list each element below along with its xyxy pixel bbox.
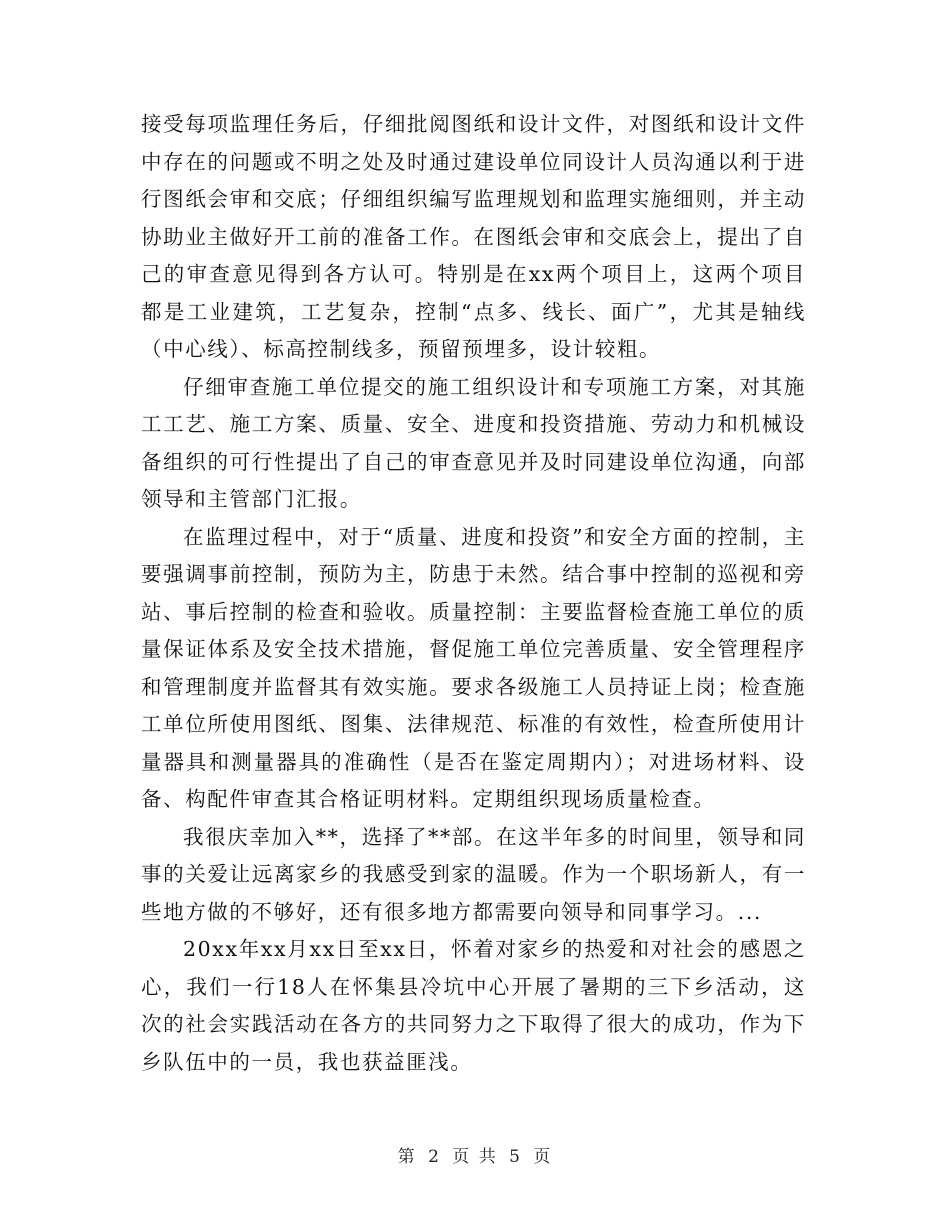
paragraph-supervision-control: 在监理过程中，对于“质量、进度和投资”和安全方面的控制，主要强调事前控制，预防为主，防患于未然。结合事中控制的巡视和旁站、事后控制的检查和验收。质量控制：主要监督检查施工单位的质量保证体系及安全技术措施，督促施工单位完善质量、安全管理程序和管理制度并监督其有效实施。要求各级施工人员持证上岗；检查施工单位所使用图纸、图集、法律规范、标准的有效性，检查所使用计量器具和测量器具的准确性（是否在鉴定周期内）；对进场材料、设备、构配件审查其合格证明材料。定期组织现场质量检查。 [141,524,806,811]
paragraph-construction-plan-review: 仔细审查施工单位提交的施工组织设计和专项施工方案，对其施工工艺、施工方案、质量、安全、进度和投资措施、劳动力和机械设备组织的可行性提出了自己的审查意见并及时同建设单位沟通，向部领导和主管部门汇报。 [141,374,806,511]
footer-suffix: 页 [533,1147,553,1167]
paragraph-joining-company: 我很庆幸加入**，选择了**部。在这半年多的时间里，领导和同事的关爱让远离家乡的我感受到家的温暖。作为一个职场新人，有一些地方做的不够好，还有很多地方都需要向领导和同事学习。... [141,824,806,924]
page-footer [0,1142,950,1167]
footer-middle: 页 共 [452,1147,498,1167]
footer-prefix: 第 [397,1147,417,1167]
paragraph-drawing-review: 接受每项监理任务后，仔细批阅图纸和设计文件，对图纸和设计文件中存在的问题或不明之处及时通过建设单位同设计人员沟通以利于进行图纸会审和交底；仔细组织编写监理规划和监理实施细则，并主动协助业主做好开工前的准备工作。在图纸会审和交底会上，提出了自己的审查意见得到各方认可。特别是在xx两个项目上，这两个项目都是工业建筑，工艺复杂，控制“点多、线长、面广”，尤其是轴线（中心线）、标高控制线多，预留预埋多，设计较粗。 [141,112,806,361]
document-body [141,106,806,1081]
paragraph-summer-activity: 20xx年xx月xx日至xx日，怀着对家乡的热爱和对社会的感恩之心，我们一行18人在怀集县冷坑中心开展了暑期的三下乡活动，这次的社会实践活动在各方的共同努力之下取得了很大的成功，作为下乡队伍中的一员，我也获益匪浅。 [141,937,806,1074]
footer-page-number: 2 [428,1147,441,1167]
footer-total-pages: 5 [509,1147,522,1167]
